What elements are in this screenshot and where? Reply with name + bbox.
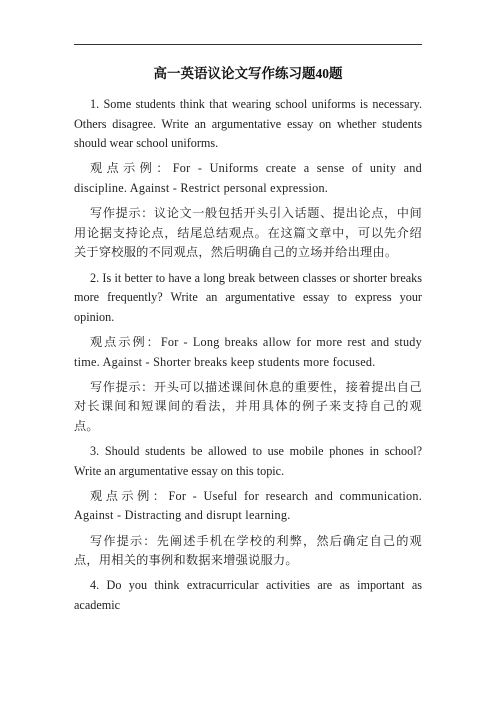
writing-tip-2: 写作提示：开头可以描述课间休息的重要性，接着提出自己对长课间和短课间的看法，并用具体的例子来支持自己的观点。 <box>74 379 422 433</box>
document-title: 高一英语议论文写作练习题40题 <box>153 66 343 81</box>
viewpoint-3: 观点示例：For - Useful for research and communication. Against - Distracting and disrupt learning. <box>74 488 422 523</box>
viewpoint-1: 观点示例：For - Uniforms create a sense of unity and discipline. Against - Restrict personal expression. <box>74 161 422 195</box>
document-body <box>74 64 422 616</box>
viewpoint-2: 观点示例：For - Long breaks allow for more rest and study time. Against - Shorter breaks keep students more focused. <box>74 334 422 369</box>
question-4: 4. Do you think extracurricular activities are as important as academic <box>74 578 422 612</box>
question-2: 2. Is it better to have a long break between classes or shorter breaks more frequently? Write an argumentative essay to express your opinion. <box>74 270 422 324</box>
writing-tip-1: 写作提示：议论文一般包括开头引入话题、提出论点，中间用论据支持论点，结尾总结观点。在这篇文章中，可以先介绍关于穿校服的不同观点，然后明确自己的立场并给出理由。 <box>74 206 422 260</box>
writing-tip-3: 写作提示：先阐述手机在学校的利弊，然后确定自己的观点，用相关的事例和数据来增强说服力。 <box>74 533 422 568</box>
question-1: 1. Some students think that wearing school uniforms is necessary. Others disagree. Write an argumentative essay on whether students should wear school uniforms. <box>74 97 422 151</box>
header-rule <box>74 44 422 45</box>
question-3: 3. Should students be allowed to use mobile phones in school? Write an argumentative essay on this topic. <box>74 444 422 478</box>
